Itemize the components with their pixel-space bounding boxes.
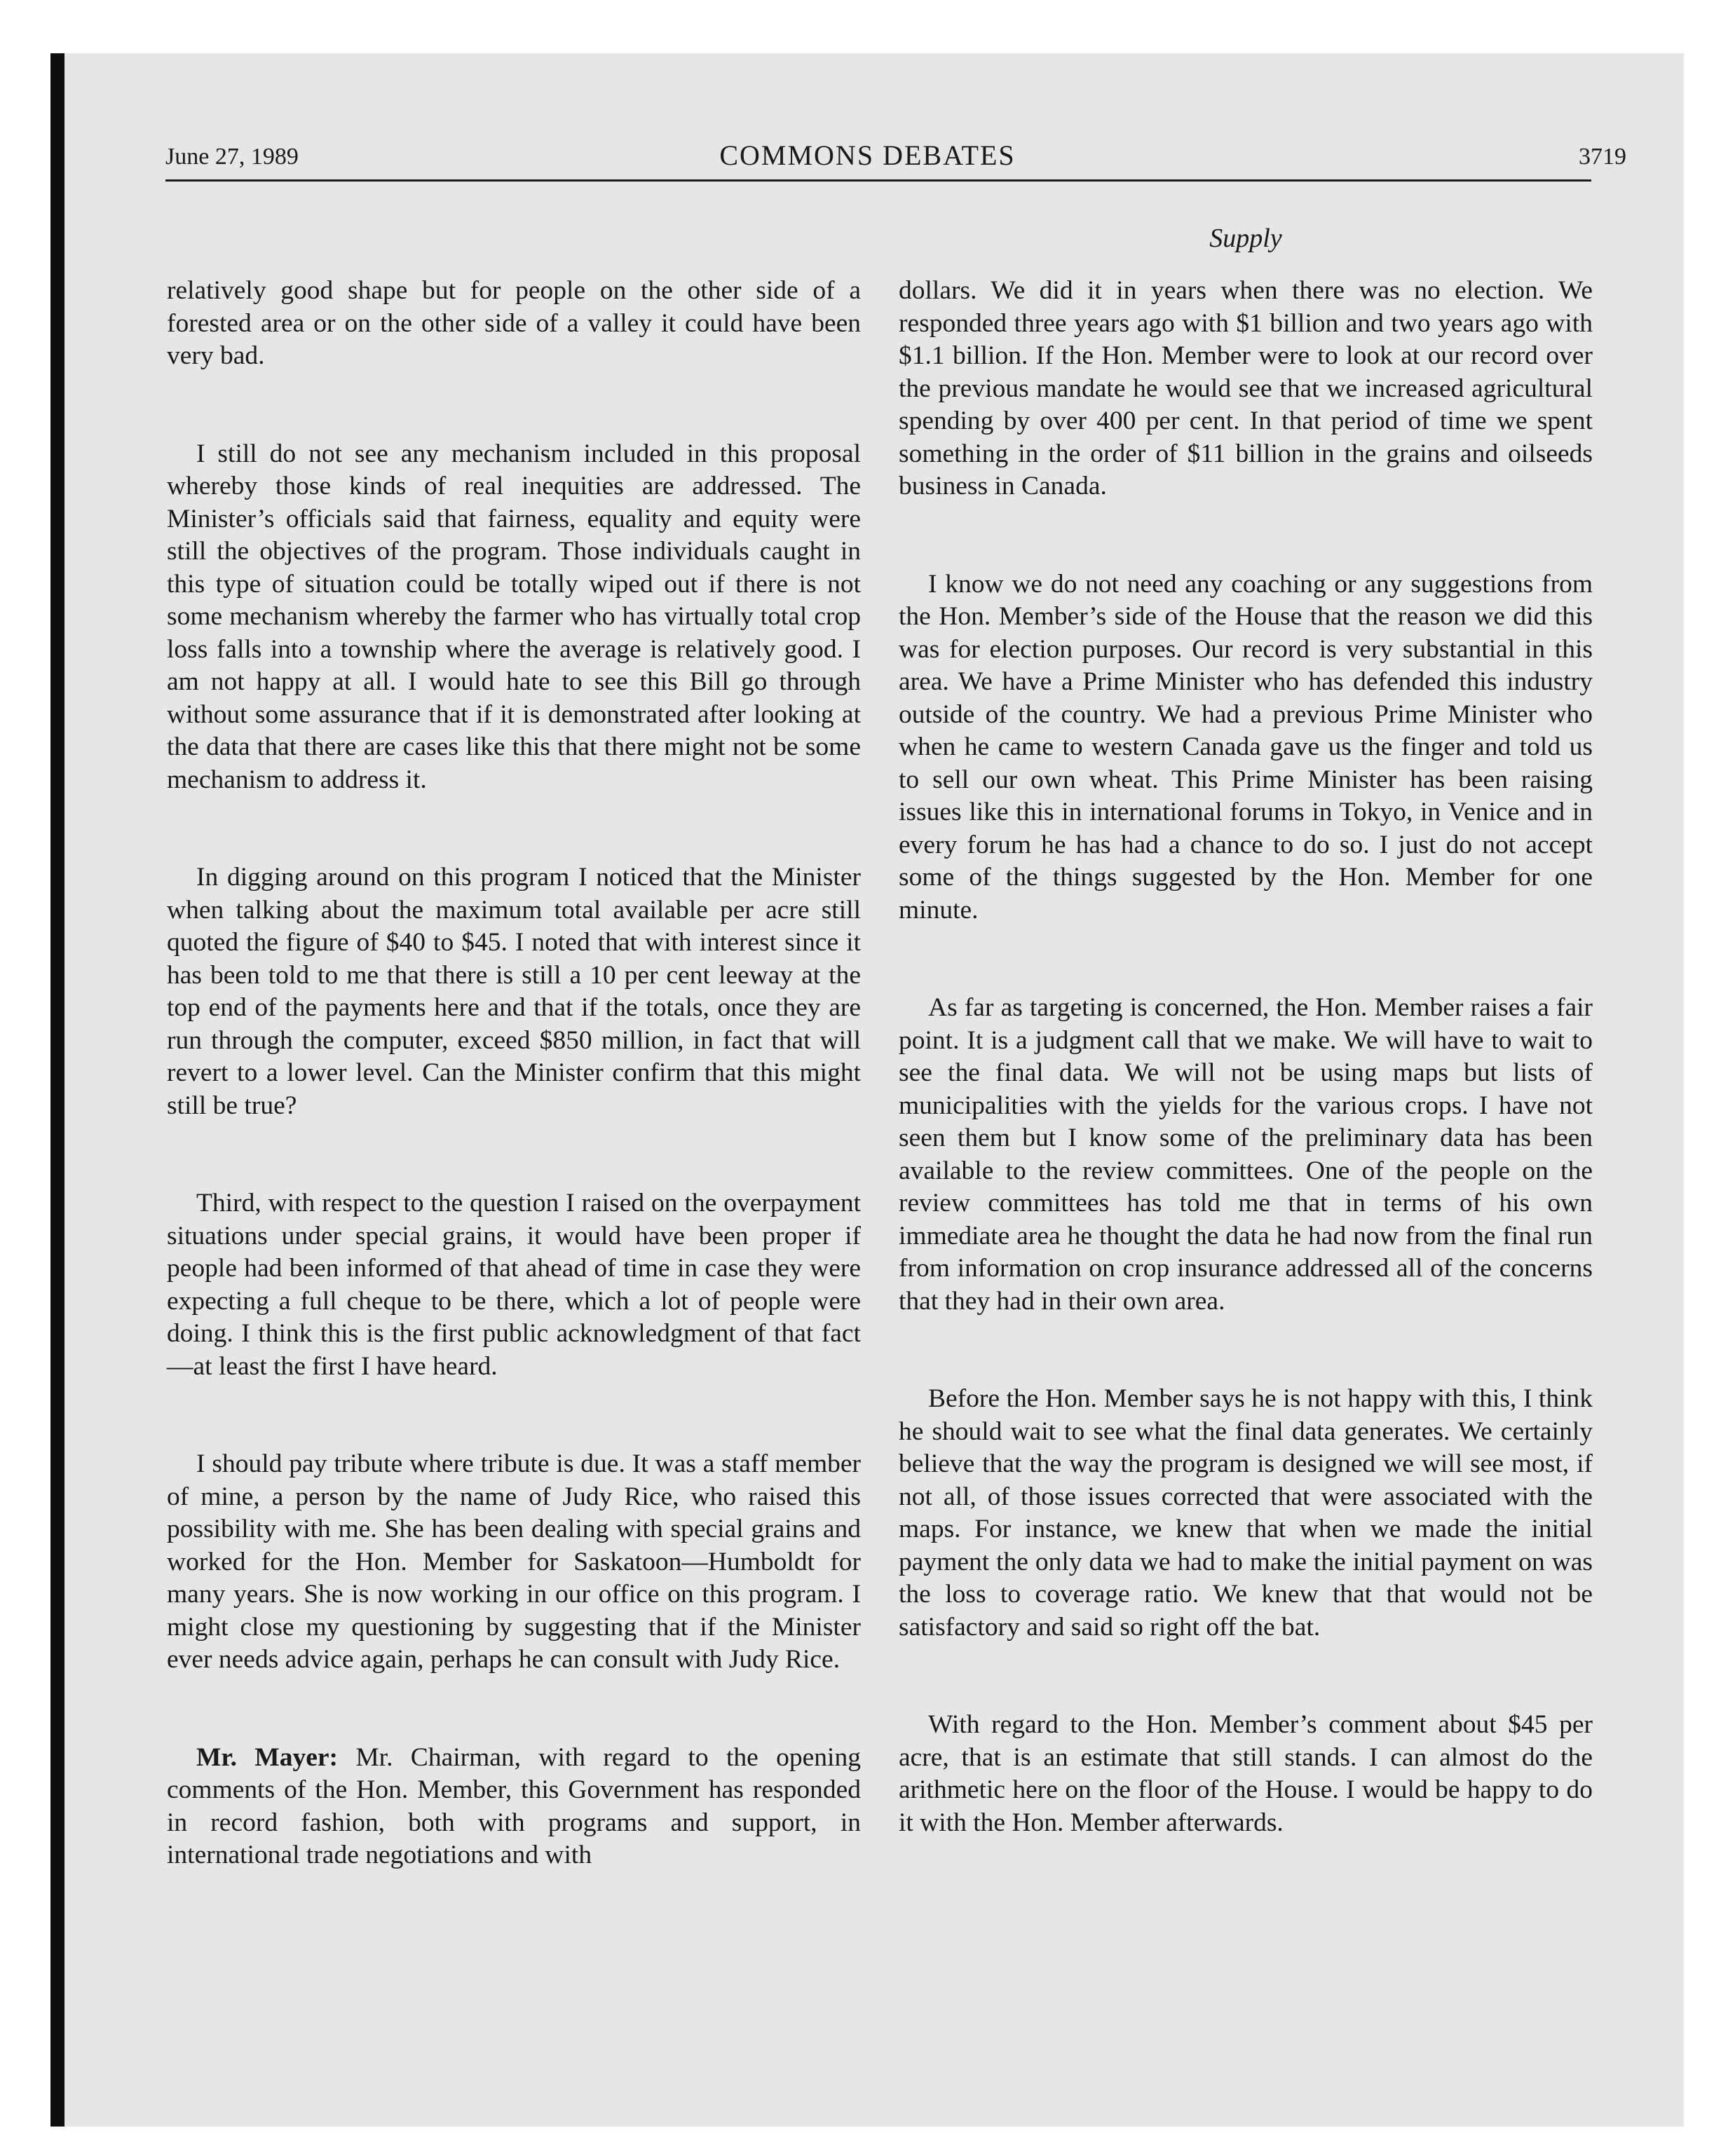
paragraph: In digging around on this program I noticed that the Minister when talking about the maximum total available per acre still quoted the figure of $40 to $45. I noted that with interest since it has been told to me that there is still a 10 per cent leeway at the top end of the payments here and that if the totals, once they are run through the computer, exceed $850 million, in fact that will revert to a lower level. Can the Minister confirm that this might still be true? — [167, 863, 861, 1120]
binding-edge-shadow — [50, 53, 64, 2127]
paragraph: With regard to the Hon. Member’s comment about $45 per acre, that is an estimate that still stands. I can almost do the arithmetic here on the floor of the House. I would be happy to do it with the Hon. Member afterwards. — [899, 1710, 1593, 1837]
left-column — [167, 275, 861, 1937]
header-date: June 27, 1989 — [165, 144, 299, 170]
paragraph: I know we do not need any coaching or any suggestions from the Hon. Member’s side of the House that the reason we did this was for election purposes. Our record is very substantial in this area. We have a Prime Minister who has defended this industry outside of the country. We had a previous Prime Minister who when he came to western Canada gave us the finger and told us to sell our own wheat. This Prime Minister has been raising issues like this in international forums in Tokyo, in Venice and in every forum he has had a chance to do so. I just do not accept some of the things suggested by the Hon. Member for one minute. — [899, 569, 1593, 925]
header-title: COMMONS DEBATES — [719, 139, 1016, 171]
speaker-name: Mr. Mayer: — [196, 1742, 338, 1772]
header-rule — [165, 179, 1591, 182]
paragraph: I should pay tribute where tribute is due. It was a staff member of mine, a person by the name of Judy Rice, who raised this possibility with me. She has been dealing with special grains and worked for the Hon. Member for Saskatoon—Humboldt for many years. She is now working in our office on this program. I might close my questioning by suggesting that if the Minister ever needs advice again, perhaps he can consult with Judy Rice. — [167, 1449, 861, 1674]
paragraph: dollars. We did it in years when there was no election. We responded three years ago with $1 billion and two years ago with $1.1 billion. If the Hon. Member were to look at our record over the previous mandate he would see that we increased agricultural spending by over 400 per cent. In that period of time we spent something in the order of $11 billion in the grains and oilseeds business in Canada. — [899, 276, 1593, 500]
section-label: Supply — [1209, 224, 1282, 253]
paragraph: relatively good shape but for people on the other side of a forested area or on the other side of a valley it could have been very bad. — [167, 276, 861, 370]
paragraph: Before the Hon. Member says he is not happy with this, I think he should wait to see what the final data generates. We certainly believe that the way the program is designed we will see most, if not all, of those issues corrected that were associated with the maps. For instance, we knew that when we made the initial payment the only data we had to make the initial payment on was the loss to coverage ratio. We knew that that would not be satisfactory and said so right off the bat. — [899, 1384, 1593, 1642]
right-column — [899, 275, 1593, 1904]
speech-paragraph — [167, 1742, 861, 1872]
paragraph: I still do not see any mechanism included in this proposal whereby those kinds of real inequities are addressed. The Minister’s officials said that fairness, equality and equity were still the objectives of the program. Those individuals caught in this type of situation could be totally wiped out if there is not some mechanism whereby the farmer who has virtually total crop loss falls into a township where the average is relatively good. I am not happy at all. I would hate to see this Bill go through without some assurance that if it is demonstrated after looking at the data that there are cases like this that there might not be some mechanism to address it. — [167, 439, 861, 794]
paragraph: Third, with respect to the question I raised on the overpayment situations under special grains, it would have been proper if people had been informed of that ahead of time in case they were expecting a full cheque to be there, which a lot of people were doing. I think this is the first public acknowledgment of that fact—at least the first I have heard. — [167, 1189, 861, 1381]
speech-text: Mr. Chairman, with regard to the opening comments of the Hon. Member, this Government has responded in record fashion, both with programs and support, in international trade negotiations and with — [167, 1742, 861, 1869]
header-page-number: 3719 — [1579, 144, 1626, 170]
paragraph: As far as targeting is concerned, the Hon. Member raises a fair point. It is a judgment call that we make. We will have to wait to see the final data. We will not be using maps but lists of municipalities with the yields for the various crops. I have not seen them but I know some of the preliminary data has been available to the review committees. One of the people on the review committees has told me that in terms of his own immediate area he thought the data he had now from the final run from information on crop insurance addressed all of the concerns that they had in their own area. — [899, 993, 1593, 1316]
